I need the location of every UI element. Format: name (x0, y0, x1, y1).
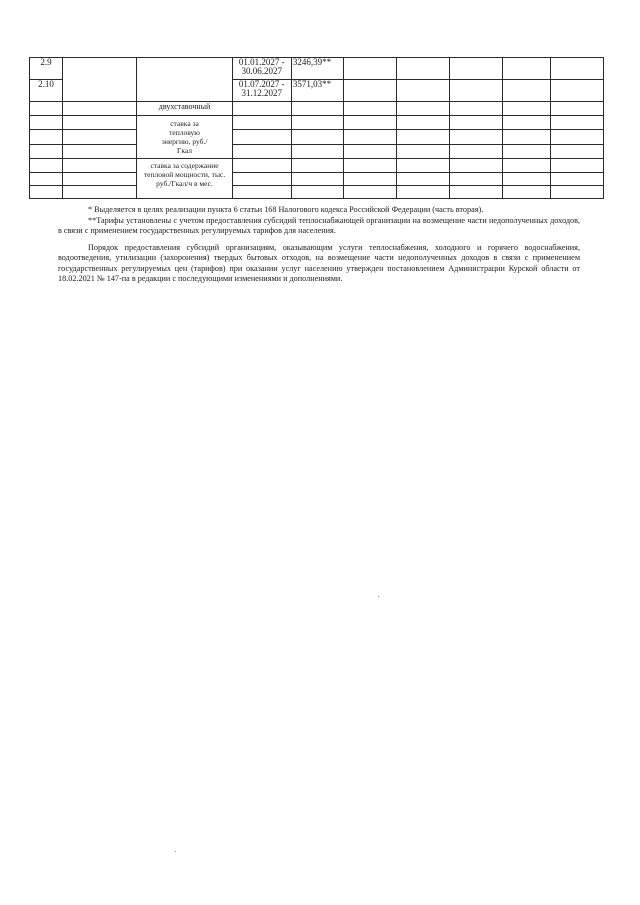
footnote-subsidy: **Тарифы установлены с учетом предоставления субсидий теплоснабжающей организации на возмещение части недополученных доходов, в связи с применением государственных регулируемых тарифов для населения. (58, 215, 580, 235)
table-row (30, 58, 604, 80)
table-row (30, 186, 604, 199)
period-cell: 01.01.2027 - 30.06.2027 (232, 58, 291, 80)
table-row (30, 130, 604, 144)
row-number: 2.9 (30, 58, 63, 80)
table-row (30, 173, 604, 186)
two-part-label: двухставочный (137, 102, 232, 116)
table-row (30, 159, 604, 173)
tariff-table (29, 57, 604, 199)
capacity-rate-label: ставка за содержание тепловой мощности, тыс. руб./Гкал/ч в мес. (137, 159, 232, 199)
table-row (30, 144, 604, 158)
subsidy-procedure-paragraph: Порядок предоставления субсидий организациям, оказывающим услуги теплоснабжения, холодного и горячего водоснабжения, водоотведения, утилизации (захоронения) твердых бытовых отходов, на возмещение части недополученных доходов в связи с применением государственных регулируемых цен (тарифов) при оказании услуг населению утвержден постановлением Администрации Курской области от 18.02.2021 № 147-па в редакции с последующими изменениями и дополнениями. (58, 242, 580, 283)
table-cell (137, 58, 232, 102)
table-row (30, 116, 604, 130)
row-number: 2.10 (30, 80, 63, 102)
table-cell (63, 58, 137, 102)
scan-speck (175, 851, 176, 852)
tariff-value: 3571,03** (291, 80, 343, 102)
footnote-vat: * Выделяется в целях реализации пункта 6 статьи 168 Налогового кодекса Российской Федерации (часть вторая). (88, 205, 484, 214)
energy-rate-label: ставка за тепловую энергию, руб./Гкал (137, 116, 232, 159)
table-row (30, 102, 604, 116)
scan-speck (378, 596, 379, 597)
tariff-value: 3246,39** (291, 58, 343, 80)
period-cell: 01.07.2027 - 31.12.2027 (232, 80, 291, 102)
notes-block (58, 205, 580, 285)
